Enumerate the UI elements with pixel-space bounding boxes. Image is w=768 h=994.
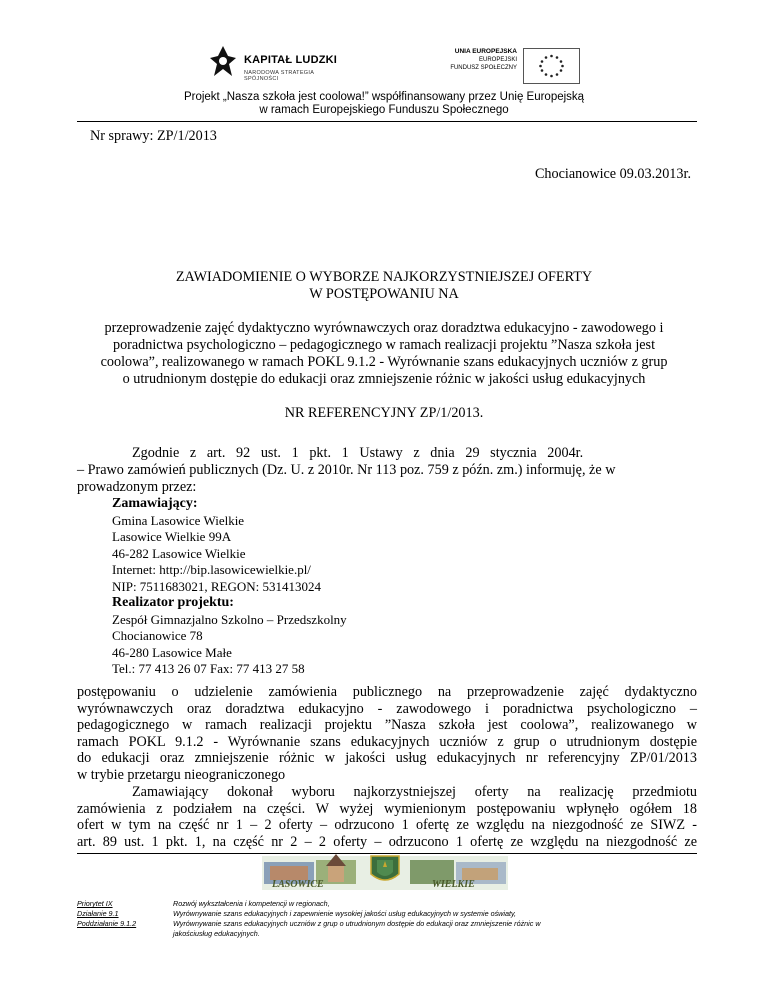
body-line: wyrównawczych oraz doradztwa edukacyjno - zawodowego i poradnictwa psychologiczno – xyxy=(77,700,697,717)
header-divider xyxy=(77,121,697,122)
body-line: postępowaniu o udzielenie zamówienia publicznego na przeprowadzenie zajęć dydaktyczno xyxy=(77,684,697,700)
body-line: w trybie przetargu nieograniczonego xyxy=(77,766,286,783)
intro-line2: – Prawo zamówień publicznych (Dz. U. z 2010r. Nr 113 poz. 759 z późn. zm.) informuję, że w xyxy=(77,462,616,478)
footer-text-line: Rozwój wykształcenia i kompetencji w regionach, xyxy=(173,899,330,908)
realizer-line: Tel.: 77 413 26 07 Fax: 77 413 27 58 xyxy=(112,661,305,676)
footer-labels xyxy=(77,899,136,929)
intro-line1: Zgodnie z art. 92 ust. 1 pkt. 1 Ustawy z dnia 29 stycznia 2004r. xyxy=(132,445,584,461)
eu-title: UNIA EUROPEJSKA xyxy=(454,48,517,55)
lasowice-wielkie-banner xyxy=(262,852,508,890)
ordering-line: Internet: http://bip.lasowicewielkie.pl/ xyxy=(112,562,311,577)
kapital-ludzki-subtitle: NARODOWA STRATEGIA SPÓJNOŚCI xyxy=(244,70,314,82)
subject-line3: coolowa”, realizowanego w ramach POKL 9.1.2 - Wyrównanie szans edukacyjnych uczniów z grup xyxy=(100,354,668,370)
body-line: pedagogicznego w ramach realizacji projektu ”Nasza szkoła jest coolowa”, realizowanego w xyxy=(77,717,697,733)
footer-text-line: Wyrównywanie szans edukacyjnych uczniów z grup o utrudnionym dostępie do edukacji oraz zmniejszenie różnic w xyxy=(173,919,541,928)
body-line: do edukacji oraz zmniejszenie różnic w jakości usług edukacyjnych nr referencyjny ZP/01/2013 xyxy=(77,750,697,766)
banner-right-text: WIELKIE xyxy=(432,879,475,890)
subject-line2: poradnictwa psychologiczno – pedagogicznego w ramach realizacji projektu ”Nasza szkoła jest xyxy=(112,337,656,353)
decision-line: art. 89 ust. 1 pkt. 1, na część nr 2 – 2 oferty – odrzucono 1 ofertę ze względu na niezgodność ze xyxy=(77,833,697,850)
eu-line2: EUROPEJSKI xyxy=(478,57,517,63)
realizer-label: Realizator projektu: xyxy=(112,595,234,610)
realizer-line: Chocianowice 78 xyxy=(112,628,203,643)
kapital-ludzki-logo xyxy=(208,44,348,84)
banner-left-text: LASOWICE xyxy=(272,879,324,890)
ordering-line: NIP: 7511683021, REGON: 531413024 xyxy=(112,578,321,594)
footer-descriptions xyxy=(173,899,693,939)
project-line-2: w ramach Europejskiego Funduszu Społecznego xyxy=(259,104,509,116)
ordering-party-block xyxy=(112,496,347,678)
kapital-ludzki-emblem-icon xyxy=(208,44,238,78)
notice-title-line1: ZAWIADOMIENIE O WYBORZE NAJKORZYSTNIEJSZEJ OFERTY xyxy=(175,269,593,285)
project-line-1: Projekt „Nasza szkoła jest coolowa!” współfinansowany przez Unię Europejską xyxy=(183,91,585,103)
ordering-line: Gmina Lasowice Wielkie xyxy=(112,512,245,528)
subject-line1: przeprowadzenie zajęć dydaktyczno wyrównawczych oraz doradztwa edukacyjno - zawodowego i xyxy=(104,320,664,336)
eu-flag-icon xyxy=(523,48,580,84)
body-paragraph xyxy=(77,684,697,783)
kapital-ludzki-title: KAPITAŁ LUDZKI xyxy=(244,54,338,66)
footer-text-line: jakościusług edukacyjnych. xyxy=(173,929,260,938)
footer-text-line: Wyrównywanie szans edukacyjnych i zapewnienie wysokiej jakości usług edukacyjnych w systemie oświaty, xyxy=(173,909,517,918)
eu-logo xyxy=(445,48,580,82)
notice-title-line2: W POSTĘPOWANIU NA xyxy=(309,286,459,302)
eu-line3: FUNDUSZ SPOŁECZNY xyxy=(450,65,517,71)
footer-label: Priorytet IX xyxy=(77,899,113,908)
place-date: Chocianowice 09.03.2013r. xyxy=(534,166,691,182)
intro-line3: prowadzonym przez: xyxy=(77,479,197,495)
decision-line: Zamawiający dokonał wyboru najkorzystniejszej oferty na realizację przedmiotu xyxy=(132,784,697,800)
case-number: Nr sprawy: ZP/1/2013 xyxy=(90,128,217,144)
reference-number: NR REFERENCYJNY ZP/1/2013. xyxy=(284,405,484,421)
ordering-line: Lasowice Wielkie 99A xyxy=(112,529,232,544)
decision-line: zamówienia z podziałem na części. W wyżej wymienionym postępowaniu wpłynęło ogółem 18 xyxy=(77,800,697,817)
decision-line: ofert w tym na część nr 1 – 2 oferty – odrzucono 1 ofertę ze względu na niezgodność ze SIWZ - xyxy=(77,817,697,833)
realizer-line: 46-280 Lasowice Małe xyxy=(112,644,232,660)
decision-paragraph xyxy=(77,784,697,850)
footer-label: Poddziałanie 9.1.2 xyxy=(77,919,137,928)
body-line: ramach POKL 9.1.2 - Wyrównanie szans edukacyjnych uczniów z grup o utrudnionym dostępie xyxy=(77,733,697,750)
ordering-line: 46-282 Lasowice Wielkie xyxy=(112,545,246,561)
realizer-line: Zespół Gimnazjalno Szkolno – Przedszkolny xyxy=(112,611,347,627)
ordering-party-label: Zamawiający: xyxy=(112,496,198,511)
subject-line4: o utrudnionym dostępie do edukacji oraz zmniejszenie różnic w jakości usług edukacyjnych xyxy=(122,371,646,387)
footer-label: Działanie 9.1 xyxy=(77,909,119,918)
eu-logo-text xyxy=(450,48,517,72)
